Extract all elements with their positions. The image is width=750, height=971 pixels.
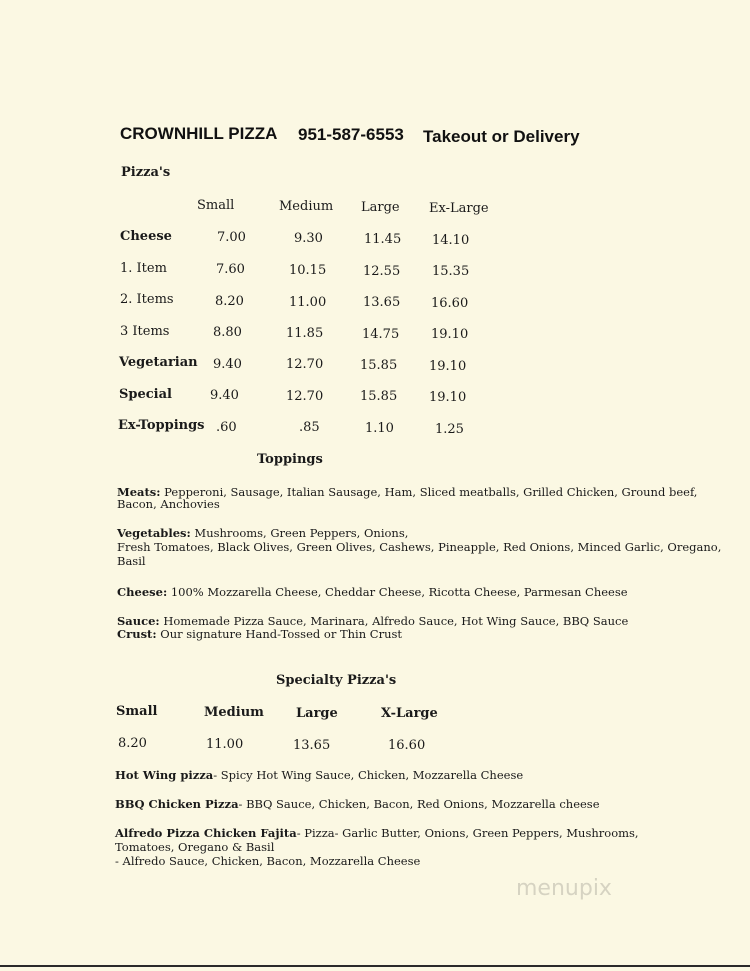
hot-wing-pizza: Hot Wing pizza- Spicy Hot Wing Sauce, Chicken, Mozzarella Cheese [115, 768, 524, 782]
price-cell: 15.35 [432, 264, 470, 279]
crust-label: Crust: [117, 627, 157, 641]
row-name-1-item: 1. Item [120, 261, 167, 276]
specialty-col-large: Large [296, 706, 338, 721]
restaurant-name: CROWNHILL PIZZA [120, 124, 278, 143]
row-name-ex-toppings: Ex-Toppings [118, 418, 205, 433]
row-name-3-items: 3 Items [120, 324, 170, 339]
col-small: Small [197, 198, 235, 213]
price-cell: 11.85 [286, 326, 324, 341]
price-cell: 14.10 [432, 233, 470, 248]
price-cell: 19.10 [431, 327, 469, 342]
price-cell: 15.85 [360, 358, 398, 373]
specialty-col-medium: Medium [204, 705, 264, 720]
cheese-label: Cheese: [117, 585, 168, 599]
col-large: Large [361, 200, 400, 215]
service-type: Takeout or Delivery [423, 127, 580, 146]
price-cell: .60 [216, 420, 237, 435]
row-name-2-items: 2. Items [120, 292, 174, 307]
row-name-cheese: Cheese [120, 229, 172, 244]
specialty-price-small: 8.20 [118, 736, 147, 751]
sauce-line: Sauce: Homemade Pizza Sauce, Marinara, Alfredo Sauce, Hot Wing Sauce, BBQ Sauce [117, 614, 629, 628]
price-cell: 11.00 [289, 295, 327, 310]
bbq-label: BBQ Chicken Pizza [115, 797, 239, 811]
specialty-price-large: 13.65 [293, 738, 331, 753]
specialty-col-x-large: X-Large [381, 706, 438, 721]
price-cell: 1.25 [435, 422, 464, 437]
toppings-title: Toppings [257, 452, 323, 467]
price-cell: 11.45 [364, 232, 402, 247]
price-cell: 12.70 [286, 357, 324, 372]
specialty-title: Specialty Pizza's [276, 673, 397, 688]
meats-label: Meats: [117, 485, 161, 499]
price-cell: 8.20 [215, 294, 244, 309]
vegetables-line-1: Vegetables: Mushrooms, Green Peppers, Onions, [117, 526, 409, 540]
sauce-label: Sauce: [117, 614, 160, 628]
price-cell: 9.30 [294, 231, 323, 246]
meats-line-2: Bacon, Anchovies [117, 497, 220, 511]
price-cell: 19.10 [429, 359, 467, 374]
alfredo-line-2: Tomatoes, Oregano & Basil [115, 840, 275, 854]
price-cell: 19.10 [429, 390, 467, 405]
specialty-price-medium: 11.00 [206, 737, 244, 752]
price-cell: 7.60 [216, 262, 245, 277]
crust-line: Crust: Our signature Hand-Tossed or Thin Crust [117, 627, 403, 641]
price-cell: 16.60 [431, 296, 469, 311]
specialty-price-x-large: 16.60 [388, 738, 426, 753]
pizzas-title: Pizza's [121, 165, 171, 180]
price-cell: 15.85 [360, 389, 398, 404]
phone-number: 951-587-6553 [298, 125, 404, 144]
col-ex-large: Ex-Large [429, 201, 489, 216]
cheese-line: Cheese: 100% Mozzarella Cheese, Cheddar Cheese, Ricotta Cheese, Parmesan Cheese [117, 585, 628, 599]
vegetables-label: Vegetables: [117, 526, 191, 540]
meats-line-1: Meats: Pepperoni, Sausage, Italian Sausage, Ham, Sliced meatballs, Grilled Chicken, Ground beef, [117, 485, 698, 499]
col-medium: Medium [279, 199, 334, 214]
price-cell: 14.75 [362, 327, 400, 342]
row-name-vegetarian: Vegetarian [119, 355, 198, 370]
price-cell: 12.70 [286, 389, 324, 404]
price-cell: 8.80 [213, 325, 242, 340]
menupix-watermark: menupix [516, 876, 612, 901]
price-cell: 7.00 [217, 230, 246, 245]
alfredo-line-3: - Alfredo Sauce, Chicken, Bacon, Mozzarella Cheese [115, 854, 421, 868]
alfredo-line-1: Alfredo Pizza Chicken Fajita- Pizza- Garlic Butter, Onions, Green Peppers, Mushrooms, [115, 826, 639, 840]
price-cell: 13.65 [363, 295, 401, 310]
vegetables-line-2: Fresh Tomatoes, Black Olives, Green Olives, Cashews, Pineapple, Red Onions, Minced Garlic, Oregano, [117, 540, 722, 554]
price-cell: 1.10 [365, 421, 394, 436]
price-cell: 12.55 [363, 264, 401, 279]
specialty-col-small: Small [116, 704, 158, 719]
price-cell: .85 [299, 420, 320, 435]
price-cell: 10.15 [289, 263, 327, 278]
price-cell: 9.40 [213, 357, 242, 372]
alfredo-label: Alfredo Pizza Chicken Fajita [115, 826, 297, 840]
page-edge-line [0, 965, 750, 967]
vegetables-line-3: Basil [117, 554, 146, 568]
hot-wing-label: Hot Wing pizza [115, 768, 214, 782]
row-name-special: Special [119, 387, 172, 402]
price-cell: 9.40 [210, 388, 239, 403]
bbq-chicken-pizza: BBQ Chicken Pizza- BBQ Sauce, Chicken, Bacon, Red Onions, Mozzarella cheese [115, 797, 600, 811]
